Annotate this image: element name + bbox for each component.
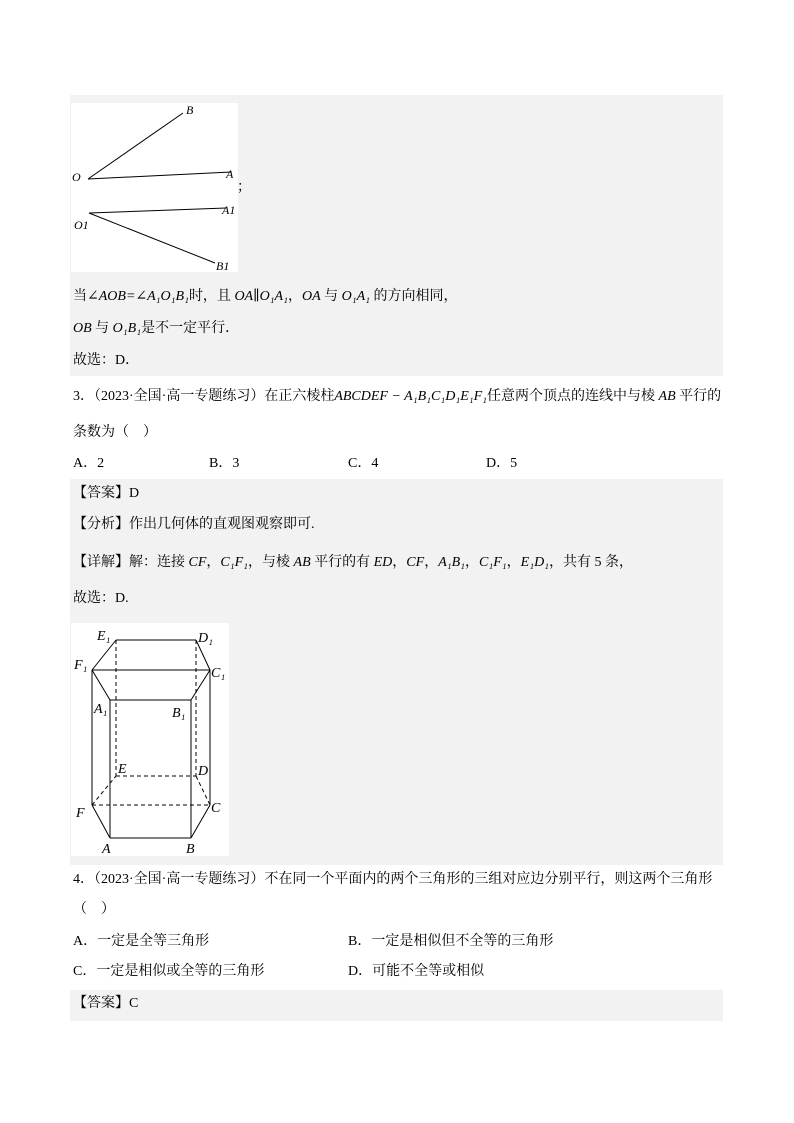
text-run: 【答案】C xyxy=(73,996,139,1011)
math-expression: AB xyxy=(293,555,311,570)
text-run: 时，且 xyxy=(188,289,235,304)
math-expression: ABCDEF − A₁B₁C₁D₁E₁F₁ xyxy=(334,389,488,404)
label-e: E xyxy=(118,762,127,777)
label-d1: D₁ xyxy=(198,631,213,646)
label-b: B xyxy=(186,842,195,856)
edge-f1e1 xyxy=(92,640,116,670)
math-expression: OA xyxy=(301,289,321,304)
question-3-stem xyxy=(73,387,721,407)
ray-o1a1 xyxy=(89,208,226,213)
text-run: ，共有 5 条， xyxy=(549,555,634,570)
text-run: ， xyxy=(465,555,480,570)
label-o1: O1 xyxy=(74,218,89,232)
label-e1: E₁ xyxy=(97,629,111,644)
answer-line xyxy=(73,484,139,504)
text-run: 【答案】D xyxy=(73,486,140,501)
option-label: D．可能不全等或相似 xyxy=(348,964,485,979)
hexagonal-prism-figure xyxy=(71,623,229,856)
option-label: B．3 xyxy=(209,456,240,471)
label-b1: B₁ xyxy=(172,706,186,721)
math-expression: C₁F₁ xyxy=(220,555,249,570)
math-expression: OB xyxy=(73,321,92,336)
edge-a1f1 xyxy=(92,670,110,700)
option-d xyxy=(348,962,484,982)
angle-figure xyxy=(71,103,238,272)
label-c: C xyxy=(211,801,221,816)
math-expression: OA∥O₁A₁ xyxy=(234,289,288,304)
option-a xyxy=(73,932,209,952)
edge-fe xyxy=(92,776,116,805)
solution-line xyxy=(73,287,458,307)
text-run: 与 xyxy=(320,289,342,304)
text-run: 3．（2023·全国·高一专题练习）在正六棱柱 xyxy=(73,389,335,404)
math-expression: ED xyxy=(373,555,393,570)
hexagonal-prism-diagram xyxy=(71,623,229,856)
option-label: D．5 xyxy=(486,456,518,471)
text-run: 与 xyxy=(91,321,113,336)
ray-ob xyxy=(88,113,183,179)
label-a: A xyxy=(102,842,111,856)
text-run: 故选：D. xyxy=(73,591,129,606)
text-run: ， xyxy=(506,555,521,570)
text-run: ； xyxy=(237,180,251,195)
text-run: 故选：D． xyxy=(73,353,140,368)
math-expression: E₁D₁ xyxy=(520,555,550,570)
text-run: ， xyxy=(206,555,221,570)
analysis-line xyxy=(73,515,315,535)
label-a1: A1 xyxy=(222,203,236,217)
label-b1: B1 xyxy=(216,259,230,272)
solution-section xyxy=(70,990,723,1021)
text-run: （ ） xyxy=(73,902,115,917)
option-d xyxy=(486,454,517,474)
option-b xyxy=(348,932,553,952)
text-run: 任意两个顶点的连线中与棱 xyxy=(487,389,659,404)
text-run: ，与棱 xyxy=(248,555,294,570)
option-label: B．一定是相似但不全等的三角形 xyxy=(348,934,554,949)
text-run: ， xyxy=(392,555,407,570)
solution-conclusion xyxy=(73,589,129,609)
text-run: 的方向相同， xyxy=(370,289,458,304)
edge-c1b1 xyxy=(191,670,210,700)
math-expression: O₁A₁ xyxy=(341,289,371,304)
solution-conclusion xyxy=(73,351,139,371)
question-4-stem-continued xyxy=(73,900,115,920)
math-expression: O₁B₁ xyxy=(112,321,142,336)
option-label: C．一定是相似或全等的三角形 xyxy=(73,964,265,979)
angle-diagram xyxy=(71,103,238,272)
edge-bc xyxy=(191,805,210,838)
label-b: B xyxy=(186,103,194,117)
text-run: ， xyxy=(424,555,439,570)
text-run: 平行的有 xyxy=(310,555,374,570)
text-run: ， xyxy=(287,289,302,304)
answer-line xyxy=(73,994,138,1014)
option-c xyxy=(348,454,378,474)
math-expression: CF xyxy=(188,555,207,570)
solution-line xyxy=(73,319,239,339)
label-c1: C₁ xyxy=(211,666,226,681)
math-expression: A₁B₁ xyxy=(438,555,466,570)
ray-o1b1 xyxy=(89,213,215,263)
label-f: F xyxy=(76,806,85,821)
text-run: 条数为（ ） xyxy=(73,425,157,440)
question-3-stem-continued xyxy=(73,423,157,443)
option-a xyxy=(73,454,104,474)
math-expression: AB xyxy=(658,389,676,404)
math-expression: C₁F₁ xyxy=(479,555,507,570)
option-c xyxy=(73,962,264,982)
question-4-stem xyxy=(73,870,712,890)
option-label: C．4 xyxy=(348,456,379,471)
option-label: A．2 xyxy=(73,456,105,471)
label-o: O xyxy=(72,170,81,184)
option-label: A．一定是全等三角形 xyxy=(73,934,210,949)
label-a1: A₁ xyxy=(94,702,108,717)
text-run: 4．（2023·全国·高一专题练习）不在同一个平面内的两个三角形的三组对应边分别平行，则这两个三角形 xyxy=(73,872,713,887)
math-expression: ∠AOB=∠A₁O₁B₁ xyxy=(87,289,189,304)
label-a: A xyxy=(226,167,234,181)
edge-fa xyxy=(92,805,110,838)
text-run: 平行的 xyxy=(675,389,722,404)
figure-semicolon xyxy=(237,178,251,198)
text-run: 【分析】作出几何体的直观图观察即可. xyxy=(73,517,315,532)
detail-line xyxy=(73,553,633,573)
option-b xyxy=(209,454,239,474)
math-expression: CF xyxy=(406,555,425,570)
text-run: 是不一定平行． xyxy=(141,321,240,336)
text-run: 当 xyxy=(73,289,87,304)
edge-dc xyxy=(196,776,210,805)
label-d: D xyxy=(198,764,209,779)
text-run: 【详解】解：连接 xyxy=(73,555,189,570)
ray-oa xyxy=(88,172,231,179)
label-f1: F₁ xyxy=(74,658,88,673)
